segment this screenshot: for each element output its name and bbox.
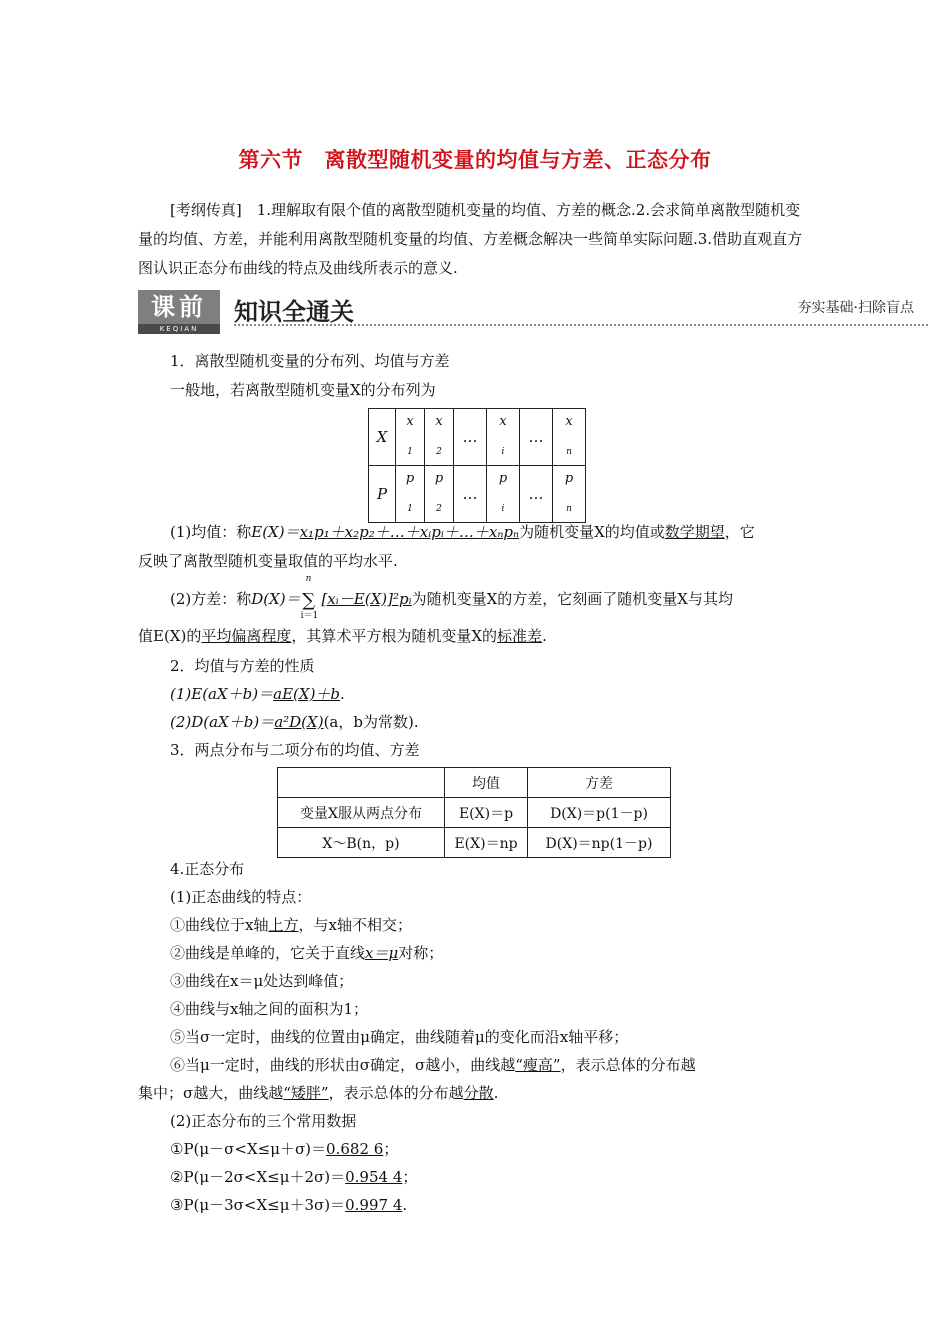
banner-heading: 知识全通关 [234, 298, 354, 326]
banner-divider [234, 324, 928, 326]
table-row: 变量X服从两点分布 E(X)＝p D(X)＝p(1－p) [278, 798, 671, 828]
table-cell: p i [487, 466, 520, 523]
section-banner [138, 290, 928, 336]
table-cell: x n [553, 409, 586, 466]
distribution-table [368, 408, 586, 523]
table-label-p: P [369, 466, 396, 523]
s1-intro: 一般地，若离散型随机变量X的分布列为 [170, 381, 436, 399]
header-mean: 均值 [445, 768, 528, 798]
normal-feature-2: ②曲线是单峰的，它关于直线x＝μ对称； [170, 944, 444, 962]
s2-property-2: (2)D(aX＋b)＝a²D(X)(a，b为常数). [170, 713, 419, 731]
table-header-row [278, 768, 671, 798]
normal-feature-6: ⑥当μ一定时，曲线的形状由σ确定，σ越小，曲线越“瘦高”，表示总体的分布越 [170, 1056, 696, 1074]
table-cell: … [520, 409, 553, 466]
normal-feature-6-line2: 集中；σ越大，曲线越“矮胖”，表示总体的分布越分散. [138, 1084, 499, 1102]
banner-subtitle: 夯实基础·扫除盲点 [797, 300, 914, 316]
table-cell: p 2 [425, 466, 454, 523]
normal-feature-4: ④曲线与x轴之间的面积为1； [170, 1000, 369, 1018]
normal-data-3: ③P(μ－3σ<X≤μ＋3σ)＝0.997 4. [170, 1196, 408, 1214]
mean-formula: x₁p₁＋x₂p₂＋…＋xᵢpᵢ＋…＋xₙpₙ [299, 523, 520, 541]
normal-feature-1: ①曲线位于x轴上方，与x轴不相交； [170, 916, 412, 934]
normal-feature-5: ⑤当σ一定时，曲线的位置由μ确定，曲线随着μ的变化而沿x轴平移； [170, 1028, 629, 1046]
table-row [369, 466, 586, 523]
mean-definition-line2: 反映了离散型随机变量取值的平均水平. [138, 552, 398, 570]
mean-definition: (1)均值：称E(X)＝x₁p₁＋x₂p₂＋…＋xᵢpᵢ＋…＋xₙpₙ为随机变量X的均值或数学期望，它 [170, 523, 755, 541]
outline-paragraph [138, 196, 814, 283]
variance-definition-line2: 值E(X)的平均偏离程度，其算术平方根为随机变量X的标准差. [138, 627, 547, 645]
table-row: X～B(n，p) E(X)＝np D(X)＝np(1－p) [278, 828, 671, 858]
variance-formula: [xᵢ－E(X)]²pᵢ [321, 590, 412, 608]
table-cell: x i [487, 409, 520, 466]
table-cell: p n [553, 466, 586, 523]
normal-data-2: ②P(μ－2σ<X≤μ＋2σ)＝0.954 4； [170, 1168, 418, 1186]
normal-data-1: ①P(μ－σ<X≤μ＋σ)＝0.682 6； [170, 1140, 399, 1158]
s2-heading: 2．均值与方差的性质 [170, 657, 315, 675]
table-row [369, 409, 586, 466]
s2-property-1: (1)E(aX＋b)＝aE(X)＋b. [170, 685, 345, 703]
table-cell: … [454, 409, 487, 466]
variance-definition: (2)方差：称D(X)＝ n ∑ i＝1 [xᵢ－E(X)]²pᵢ为随机变量X的方差，它刻画了随机变量X与其均 [170, 573, 733, 621]
s4-sub1: (1)正态曲线的特点： [170, 888, 312, 906]
outline-text: 1.理解取有限个值的离散型随机变量的均值、方差的概念.2.会求简单离散型随机变量的均值、方差，并能利用离散型随机变量的均值、方差概念解决一些简单实际问题.3.借助直观直方图认识正态分布曲线的特点及曲线所表示的意义. [138, 201, 803, 277]
table-label-x: X [369, 409, 396, 466]
s1-heading: 1．离散型随机变量的分布列、均值与方差 [170, 352, 450, 370]
banner-box-sub: KEQIAN [138, 324, 220, 334]
outline-tag: [考纲传真] [170, 201, 242, 219]
s4-heading: 4.正态分布 [170, 860, 245, 878]
sum-symbol: n ∑ i＝1 [300, 573, 319, 621]
table-cell: p 1 [396, 466, 425, 523]
mean-key: 数学期望 [664, 523, 725, 541]
header-variance: 方差 [528, 768, 671, 798]
page-title: 第六节 离散型随机变量的均值与方差、正态分布 [238, 148, 712, 172]
table-cell: … [520, 466, 553, 523]
distribution-compare-table [277, 767, 671, 858]
s4-sub2: (2)正态分布的三个常用数据 [170, 1112, 357, 1130]
s3-heading: 3．两点分布与二项分布的均值、方差 [170, 741, 420, 759]
table-cell: … [454, 466, 487, 523]
banner-box: 课前 [138, 290, 220, 324]
table-cell: x 2 [425, 409, 454, 466]
table-cell: x 1 [396, 409, 425, 466]
normal-feature-3: ③曲线在x＝μ处达到峰值； [170, 972, 354, 990]
